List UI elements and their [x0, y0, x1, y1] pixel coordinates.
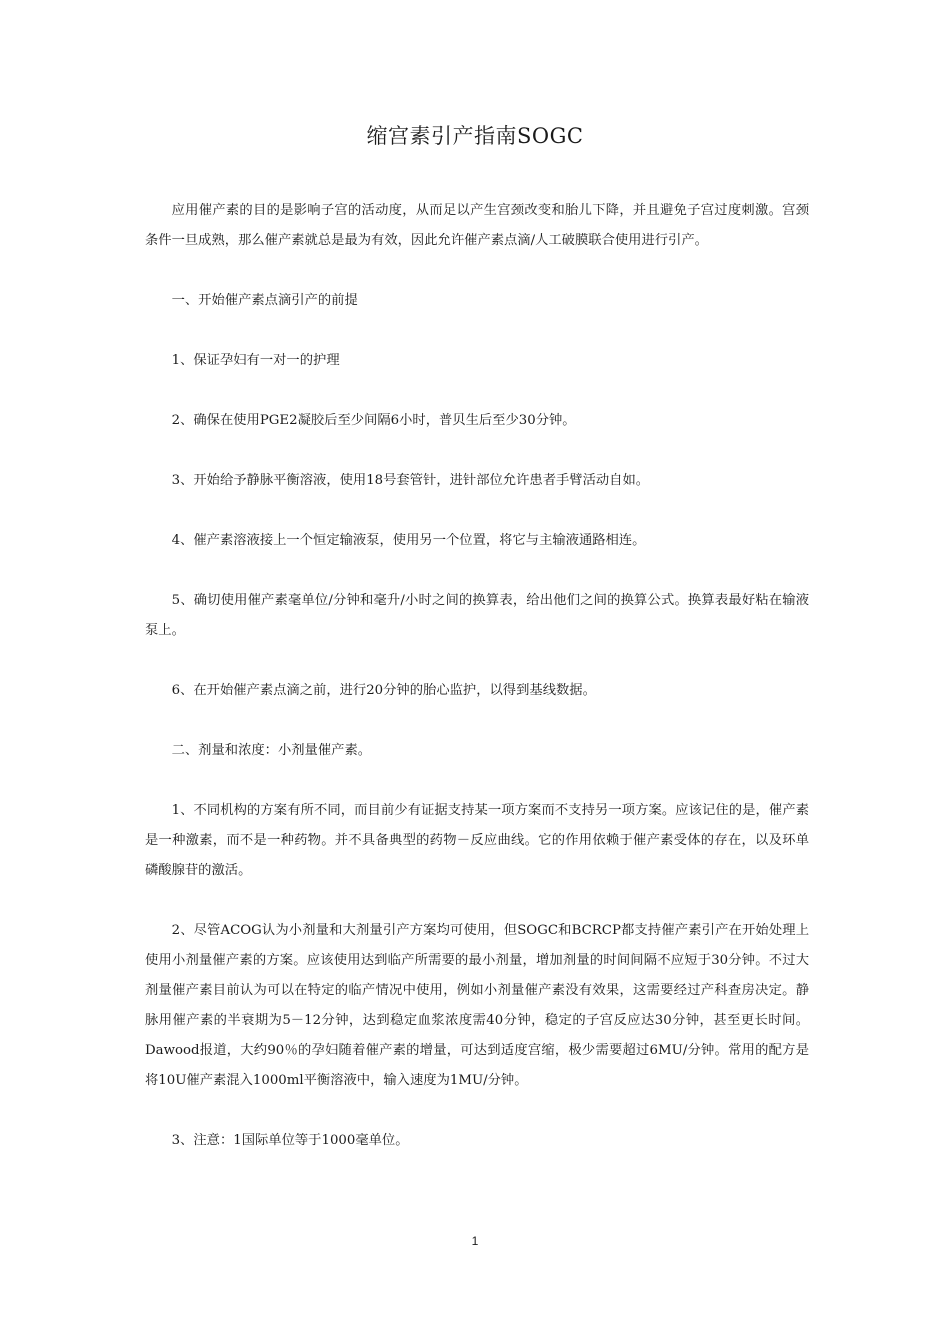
list-item-1-5: 5、确切使用催产素毫单位/分钟和毫升/小时之间的换算表，给出他们之间的换算公式。换算表最好粘在输液泵上。	[145, 593, 809, 638]
intro-paragraph: 应用催产素的目的是影响子宫的活动度，从而足以产生宫颈改变和胎儿下降，并且避免子宫过度刺激。宫颈条件一旦成熟，那么催产素就总是最为有效，因此允许催产素点滴/人工破膜联合使用进行引产。	[145, 203, 809, 248]
document-body	[145, 196, 809, 1156]
page-number: 1	[471, 1234, 479, 1248]
list-item-2-1: 1、不同机构的方案有所不同，而目前少有证据支持某一项方案而不支持另一项方案。应该记住的是，催产素是一种激素，而不是一种药物。并不具备典型的药物－反应曲线。它的作用依赖于催产素受体的存在，以及环单磷酸腺苷的激活。	[145, 803, 809, 878]
list-item-1-1: 1、保证孕妇有一对一的护理	[171, 353, 340, 368]
list-item-2-2: 2、尽管ACOG认为小剂量和大剂量引产方案均可使用，但SOGC和BCRCP都支持催产素引产在开始处理上使用小剂量催产素的方案。应该使用达到临产所需要的最小剂量，增加剂量的时间间隔不应短于30分钟。不过大剂量催产素目前认为可以在特定的临产情况中使用，例如小剂量催产素没有效果，这需要经过产科查房决定。静脉用催产素的半衰期为5－12分钟，达到稳定血浆浓度需40分钟，稳定的子宫反应达30分钟，甚至更长时间。Dawood报道，大约90％的孕妇随着催产素的增量，可达到适度宫缩，极少需要超过6MU/分钟。常用的配方是将10U催产素混入1000ml平衡溶液中，输入速度为1MU/分钟。	[145, 923, 809, 1088]
list-item-2-3: 3、注意：1国际单位等于1000毫单位。	[171, 1133, 409, 1148]
list-item-1-6: 6、在开始催产素点滴之前，进行20分钟的胎心监护，以得到基线数据。	[171, 683, 596, 698]
document-title: 缩宫素引产指南SOGC	[366, 124, 584, 148]
list-item-1-2: 2、确保在使用PGE2凝胶后至少间隔6小时，普贝生后至少30分钟。	[171, 413, 576, 428]
section-heading-2: 二、剂量和浓度：小剂量催产素。	[171, 743, 372, 758]
list-item-1-4: 4、催产素溶液接上一个恒定输液泵，使用另一个位置，将它与主输液通路相连。	[171, 533, 646, 548]
section-heading-1: 一、开始催产素点滴引产的前提	[171, 293, 358, 308]
list-item-1-3: 3、开始给予静脉平衡溶液，使用18号套管针，进针部位允许患者手臂活动自如。	[171, 473, 650, 488]
